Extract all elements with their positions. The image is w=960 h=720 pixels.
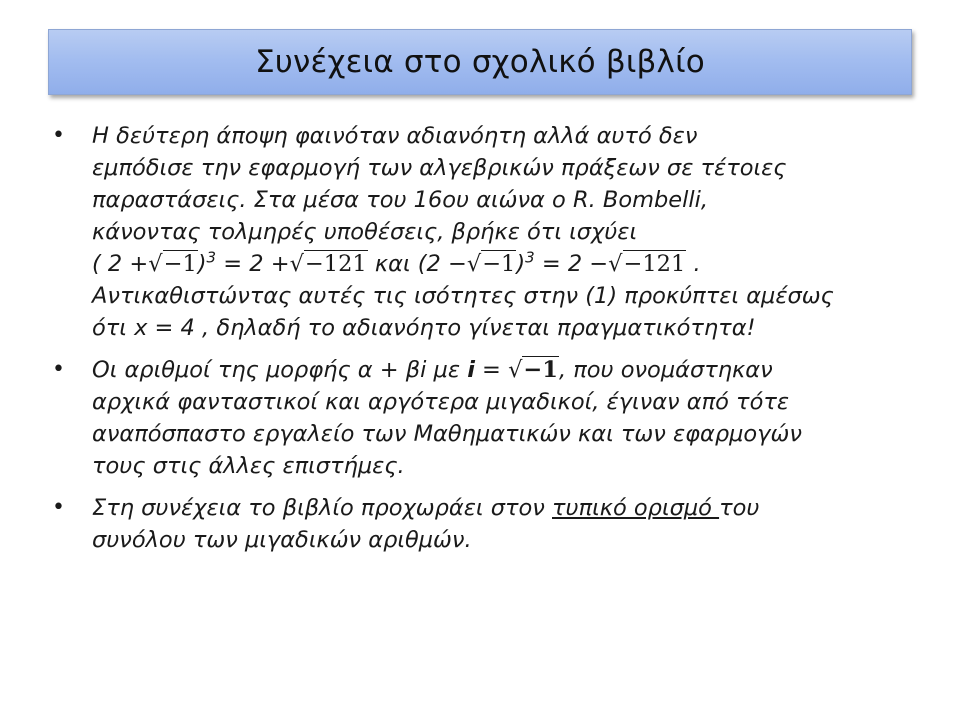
- bullet-item-formal-definition: [52, 492, 932, 556]
- sqrt-radicand: −1: [482, 251, 516, 277]
- text-line: αρχικά φανταστικοί και αργότερα μιγαδικοί, έγιναν από τότε: [92, 389, 790, 415]
- sqrt-symbol: √: [148, 251, 163, 277]
- text-line: [92, 354, 932, 386]
- text-line: εμπόδισε την εφαρμογή των αλγεβρικών πράξεων σε τέτοιες: [92, 155, 787, 181]
- text-segment: =: [474, 357, 509, 383]
- bullet-marker: •: [52, 357, 65, 382]
- underlined-term: τυπικό ορισμό: [552, 495, 720, 521]
- text-line: αναπόσπαστο εργαλείο των Μαθηματικών και των εφαρμογών: [92, 421, 802, 447]
- bullet-item-bombelli: [52, 120, 932, 344]
- text-line: συνόλου των μιγαδικών αριθμών.: [92, 527, 472, 553]
- sqrt-radicand: −121: [623, 251, 686, 277]
- imaginary-unit: i: [467, 357, 475, 383]
- sqrt-radicand: −121: [304, 251, 367, 277]
- text-segment: , που ονομάστηκαν: [558, 357, 773, 383]
- formula-part: = 2 +: [216, 251, 290, 277]
- sqrt-symbol: √: [608, 251, 623, 277]
- text-segment: Στη συνέχεια το βιβλίο προχωράει στον: [92, 495, 552, 521]
- text-segment: του: [719, 495, 760, 521]
- text-line: τους στις άλλες επιστήμες.: [92, 453, 405, 479]
- text-segment: Οι αριθμοί της μορφής α + βi με: [92, 357, 468, 383]
- text-line: κάνοντας τολμηρές υποθέσεις, βρήκε ότι ισχύει: [92, 219, 638, 245]
- text-line: ότι x = 4 , δηλαδή το αδιανόητο γίνεται πραγματικότητα!: [92, 315, 756, 341]
- sqrt-symbol: √: [466, 251, 482, 277]
- text-line: παραστάσεις. Στα μέσα του 16ου αιώνα ο R. Bombelli,: [92, 187, 709, 213]
- slide-title-box: [48, 29, 912, 95]
- exponent: 3: [206, 248, 217, 267]
- formula-part: .: [686, 251, 701, 277]
- bombelli-formula: [92, 248, 932, 280]
- sqrt-radicand: −1: [163, 251, 197, 277]
- slide-title: Συνέχεια στο σχολικό βιβλίο: [255, 44, 705, 80]
- text-line: [92, 492, 932, 524]
- formula-part: ): [197, 251, 207, 277]
- formula-part: ): [516, 251, 526, 277]
- sqrt-symbol: √: [508, 357, 523, 383]
- formula-part: και (2 −: [367, 251, 467, 277]
- slide-content: [52, 120, 932, 556]
- text-line: Αντικαθιστώντας αυτές τις ισότητες στην (1) προκύπτει αμέσως: [92, 283, 834, 309]
- formula-part: = 2 −: [534, 251, 609, 277]
- bullet-marker: •: [52, 123, 65, 148]
- bullet-item-complex-numbers: [52, 354, 932, 482]
- bullet-marker: •: [52, 495, 65, 520]
- sqrt-symbol: √: [289, 251, 304, 277]
- sqrt-radicand: −1: [523, 357, 558, 383]
- exponent: 3: [525, 248, 535, 267]
- text-line: Η δεύτερη άποψη φαινόταν αδιανόητη αλλά αυτό δεν: [92, 123, 698, 149]
- formula-part: ( 2 +: [92, 251, 149, 277]
